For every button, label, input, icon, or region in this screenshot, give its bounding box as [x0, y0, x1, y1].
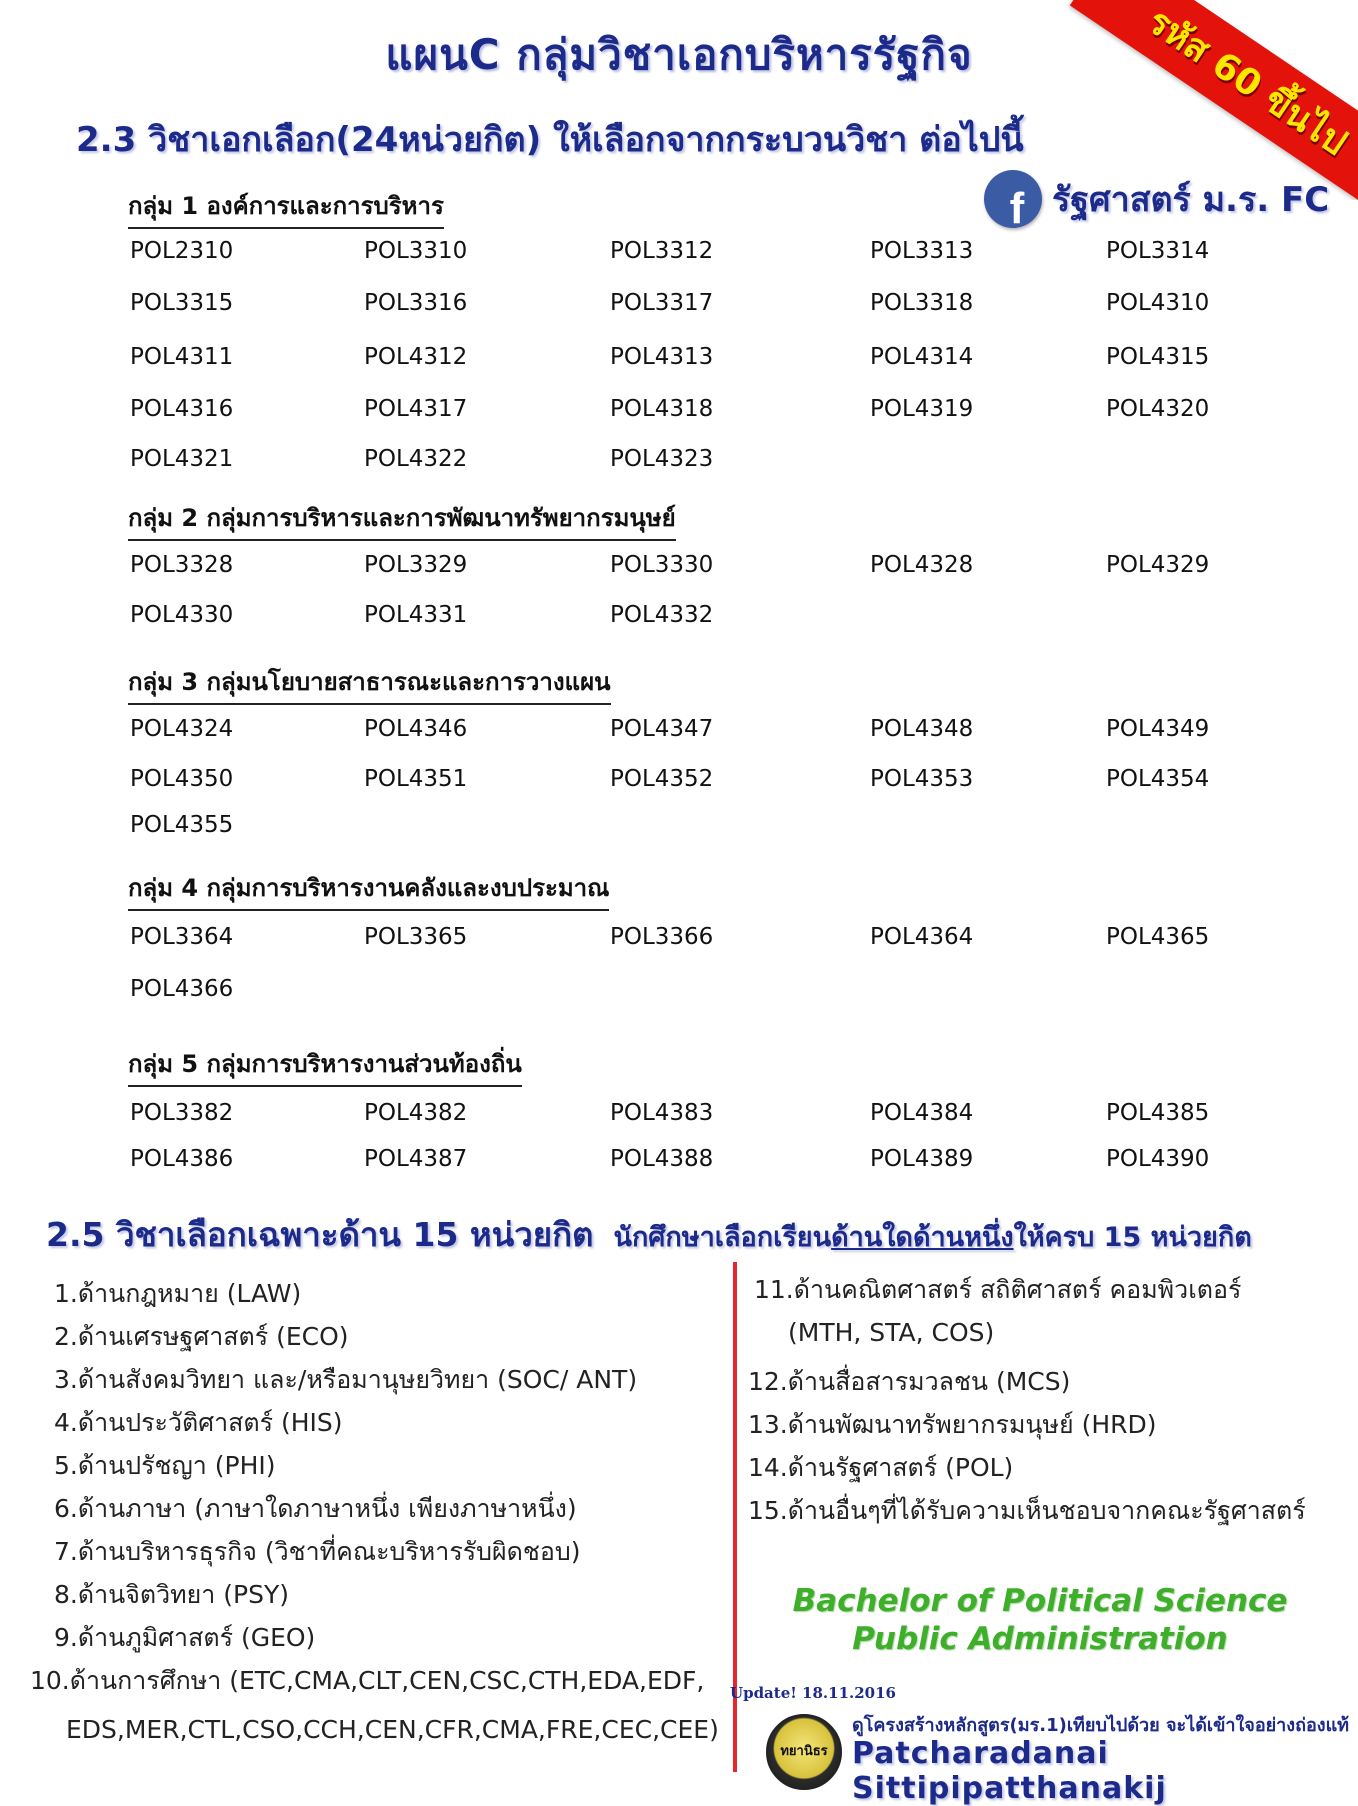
course-code: POL3310	[364, 238, 468, 264]
section-23-title: 2.3 วิชาเอกเลือก(24หน่วยกิต) ให้เลือกจากกระบวนวิชา ต่อไปนี้	[76, 120, 1024, 160]
degree-name	[760, 1582, 1320, 1658]
degree-line-1: Bachelor of Political Science	[792, 1583, 1288, 1619]
field-item: 6.ด้านภาษา (ภาษาใดภาษาหนึ่ง เพียงภาษาหนึ่ง)	[54, 1494, 577, 1523]
update-date: Update! 18.11.2016	[730, 1684, 896, 1702]
field-item: 4.ด้านประวัติศาสตร์ (HIS)	[54, 1408, 343, 1437]
course-row	[0, 396, 1358, 426]
field-item: 14.ด้านรัฐศาสตร์ (POL)	[748, 1453, 1014, 1482]
course-code: POL4320	[1106, 396, 1210, 422]
course-code: POL4332	[610, 602, 714, 628]
course-code: POL4314	[870, 344, 974, 370]
course-code: POL4319	[870, 396, 974, 422]
field-item: 1.ด้านกฎหมาย (LAW)	[54, 1279, 302, 1308]
field-item: 11.ด้านคณิตศาสตร์ สถิติศาสตร์ คอมพิวเตอร์	[754, 1275, 1242, 1304]
section-25-title	[46, 1208, 1252, 1261]
course-code: POL4352	[610, 766, 714, 792]
course-code: POL4315	[1106, 344, 1210, 370]
course-code: POL4324	[130, 716, 234, 742]
group-heading-4: กลุ่ม 4 กลุ่มการบริหารงานคลังและงบประมาณ	[128, 868, 609, 911]
field-item: 12.ด้านสื่อสารมวลชน (MCS)	[748, 1367, 1071, 1396]
course-code: POL3313	[870, 238, 974, 264]
facebook-icon: f	[984, 170, 1042, 228]
course-code: POL4355	[130, 812, 234, 838]
course-code: POL4365	[1106, 924, 1210, 950]
course-code: POL4316	[130, 396, 234, 422]
course-row	[0, 812, 1358, 842]
course-code: POL4321	[130, 446, 234, 472]
group-heading-1: กลุ่ม 1 องค์การและการบริหาร	[128, 186, 444, 229]
course-code: POL4346	[364, 716, 468, 742]
course-code: POL3329	[364, 552, 468, 578]
course-code: POL3316	[364, 290, 468, 316]
course-code: POL4347	[610, 716, 714, 742]
author-logo: ทยานิธร	[766, 1714, 842, 1790]
course-row	[0, 290, 1358, 320]
facebook-badge[interactable]	[984, 170, 1329, 228]
field-item: 5.ด้านปรัชญา (PHI)	[54, 1451, 276, 1480]
course-code: POL3364	[130, 924, 234, 950]
course-code: POL3365	[364, 924, 468, 950]
course-code: POL4364	[870, 924, 974, 950]
course-row	[0, 1100, 1358, 1130]
course-row	[0, 344, 1358, 374]
course-code: POL4330	[130, 602, 234, 628]
field-item: 13.ด้านพัฒนาทรัพยากรมนุษย์ (HRD)	[748, 1410, 1157, 1439]
course-code: POL3312	[610, 238, 714, 264]
field-item: 15.ด้านอื่นๆที่ได้รับความเห็นชอบจากคณะรัฐศาสตร์	[748, 1496, 1306, 1525]
course-code: POL4311	[130, 344, 234, 370]
group-heading-5: กลุ่ม 5 กลุ่มการบริหารงานส่วนท้องถิ่น	[128, 1044, 522, 1087]
course-code: POL4384	[870, 1100, 974, 1126]
course-code: POL4331	[364, 602, 468, 628]
course-row	[0, 766, 1358, 796]
course-code: POL4386	[130, 1146, 234, 1172]
course-row	[0, 602, 1358, 632]
course-code: POL4389	[870, 1146, 974, 1172]
course-code: POL4353	[870, 766, 974, 792]
group-heading-2: กลุ่ม 2 กลุ่มการบริหารและการพัฒนาทรัพยากรมนุษย์	[128, 498, 676, 541]
course-code: POL4328	[870, 552, 974, 578]
field-item: 3.ด้านสังคมวิทยา และ/หรือมานุษยวิทยา (SOC/ ANT)	[54, 1365, 638, 1394]
field-item: 9.ด้านภูมิศาสตร์ (GEO)	[54, 1623, 316, 1652]
field-item: EDS,MER,CTL,CSO,CCH,CEN,CFR,CMA,FRE,CEC,CEE)	[66, 1715, 719, 1744]
course-code: POL4387	[364, 1146, 468, 1172]
course-code: POL4312	[364, 344, 468, 370]
course-code: POL4348	[870, 716, 974, 742]
course-code: POL4350	[130, 766, 234, 792]
course-code: POL3330	[610, 552, 714, 578]
course-code: POL3382	[130, 1100, 234, 1126]
author-name: Patcharadanai Sittipipatthanakij	[852, 1736, 1167, 1806]
course-row	[0, 924, 1358, 954]
course-code: POL4366	[130, 976, 234, 1002]
course-code: POL4349	[1106, 716, 1210, 742]
facebook-label: รัฐศาสตร์ ม.ร. FC	[1052, 180, 1330, 220]
course-code: POL4383	[610, 1100, 714, 1126]
elective-fields-left	[30, 1272, 719, 1751]
course-code: POL4329	[1106, 552, 1210, 578]
course-code: POL3314	[1106, 238, 1210, 264]
course-code: POL4317	[364, 396, 468, 422]
field-item: (MTH, STA, COS)	[788, 1318, 995, 1347]
course-row	[0, 552, 1358, 582]
page-title: แผนC กลุ่มวิชาเอกบริหารรัฐกิจ	[385, 30, 973, 79]
course-code: POL3366	[610, 924, 714, 950]
course-row	[0, 1146, 1358, 1176]
field-item: 2.ด้านเศรษฐศาสตร์ (ECO)	[54, 1322, 349, 1351]
course-code: POL3318	[870, 290, 974, 316]
section-25-note: นักศึกษาเลือกเรียนด้านใดด้านหนึ่งให้ครบ 15 หน่วยกิต	[613, 1222, 1252, 1253]
section-25-heading: 2.5 วิชาเลือกเฉพาะด้าน 15 หน่วยกิต	[46, 1215, 594, 1254]
field-item: 7.ด้านบริหารธุรกิจ (วิชาที่คณะบริหารรับผิดชอบ)	[54, 1537, 581, 1566]
degree-line-2: Public Administration	[852, 1621, 1228, 1657]
field-item: 10.ด้านการศึกษา (ETC,CMA,CLT,CEN,CSC,CTH,EDA,EDF,	[30, 1666, 705, 1695]
course-code: POL2310	[130, 238, 234, 264]
course-code: POL4323	[610, 446, 714, 472]
course-code: POL3317	[610, 290, 714, 316]
course-row	[0, 976, 1358, 1006]
course-code: POL4354	[1106, 766, 1210, 792]
footer-note: ดูโครงสร้างหลักสูตร(มร.1)เทียบไปด้วย จะได้เข้าใจอย่างถ่องแท้	[852, 1715, 1350, 1736]
course-row	[0, 238, 1358, 268]
course-code: POL4313	[610, 344, 714, 370]
course-row	[0, 446, 1358, 476]
course-code: POL4390	[1106, 1146, 1210, 1172]
course-code: POL4351	[364, 766, 468, 792]
course-code: POL4310	[1106, 290, 1210, 316]
banner-text: รหัส 60 ขึ้นไป	[1140, 0, 1355, 164]
course-code: POL3315	[130, 290, 234, 316]
course-code: POL3328	[130, 552, 234, 578]
course-code: POL4318	[610, 396, 714, 422]
field-item: 8.ด้านจิตวิทยา (PSY)	[54, 1580, 289, 1609]
group-heading-3: กลุ่ม 3 กลุ่มนโยบายสาธารณะและการวางแผน	[128, 662, 611, 705]
course-code: POL4385	[1106, 1100, 1210, 1126]
elective-fields-right	[748, 1268, 1348, 1532]
course-code: POL4388	[610, 1146, 714, 1172]
course-row	[0, 716, 1358, 746]
course-code: POL4382	[364, 1100, 468, 1126]
course-code: POL4322	[364, 446, 468, 472]
